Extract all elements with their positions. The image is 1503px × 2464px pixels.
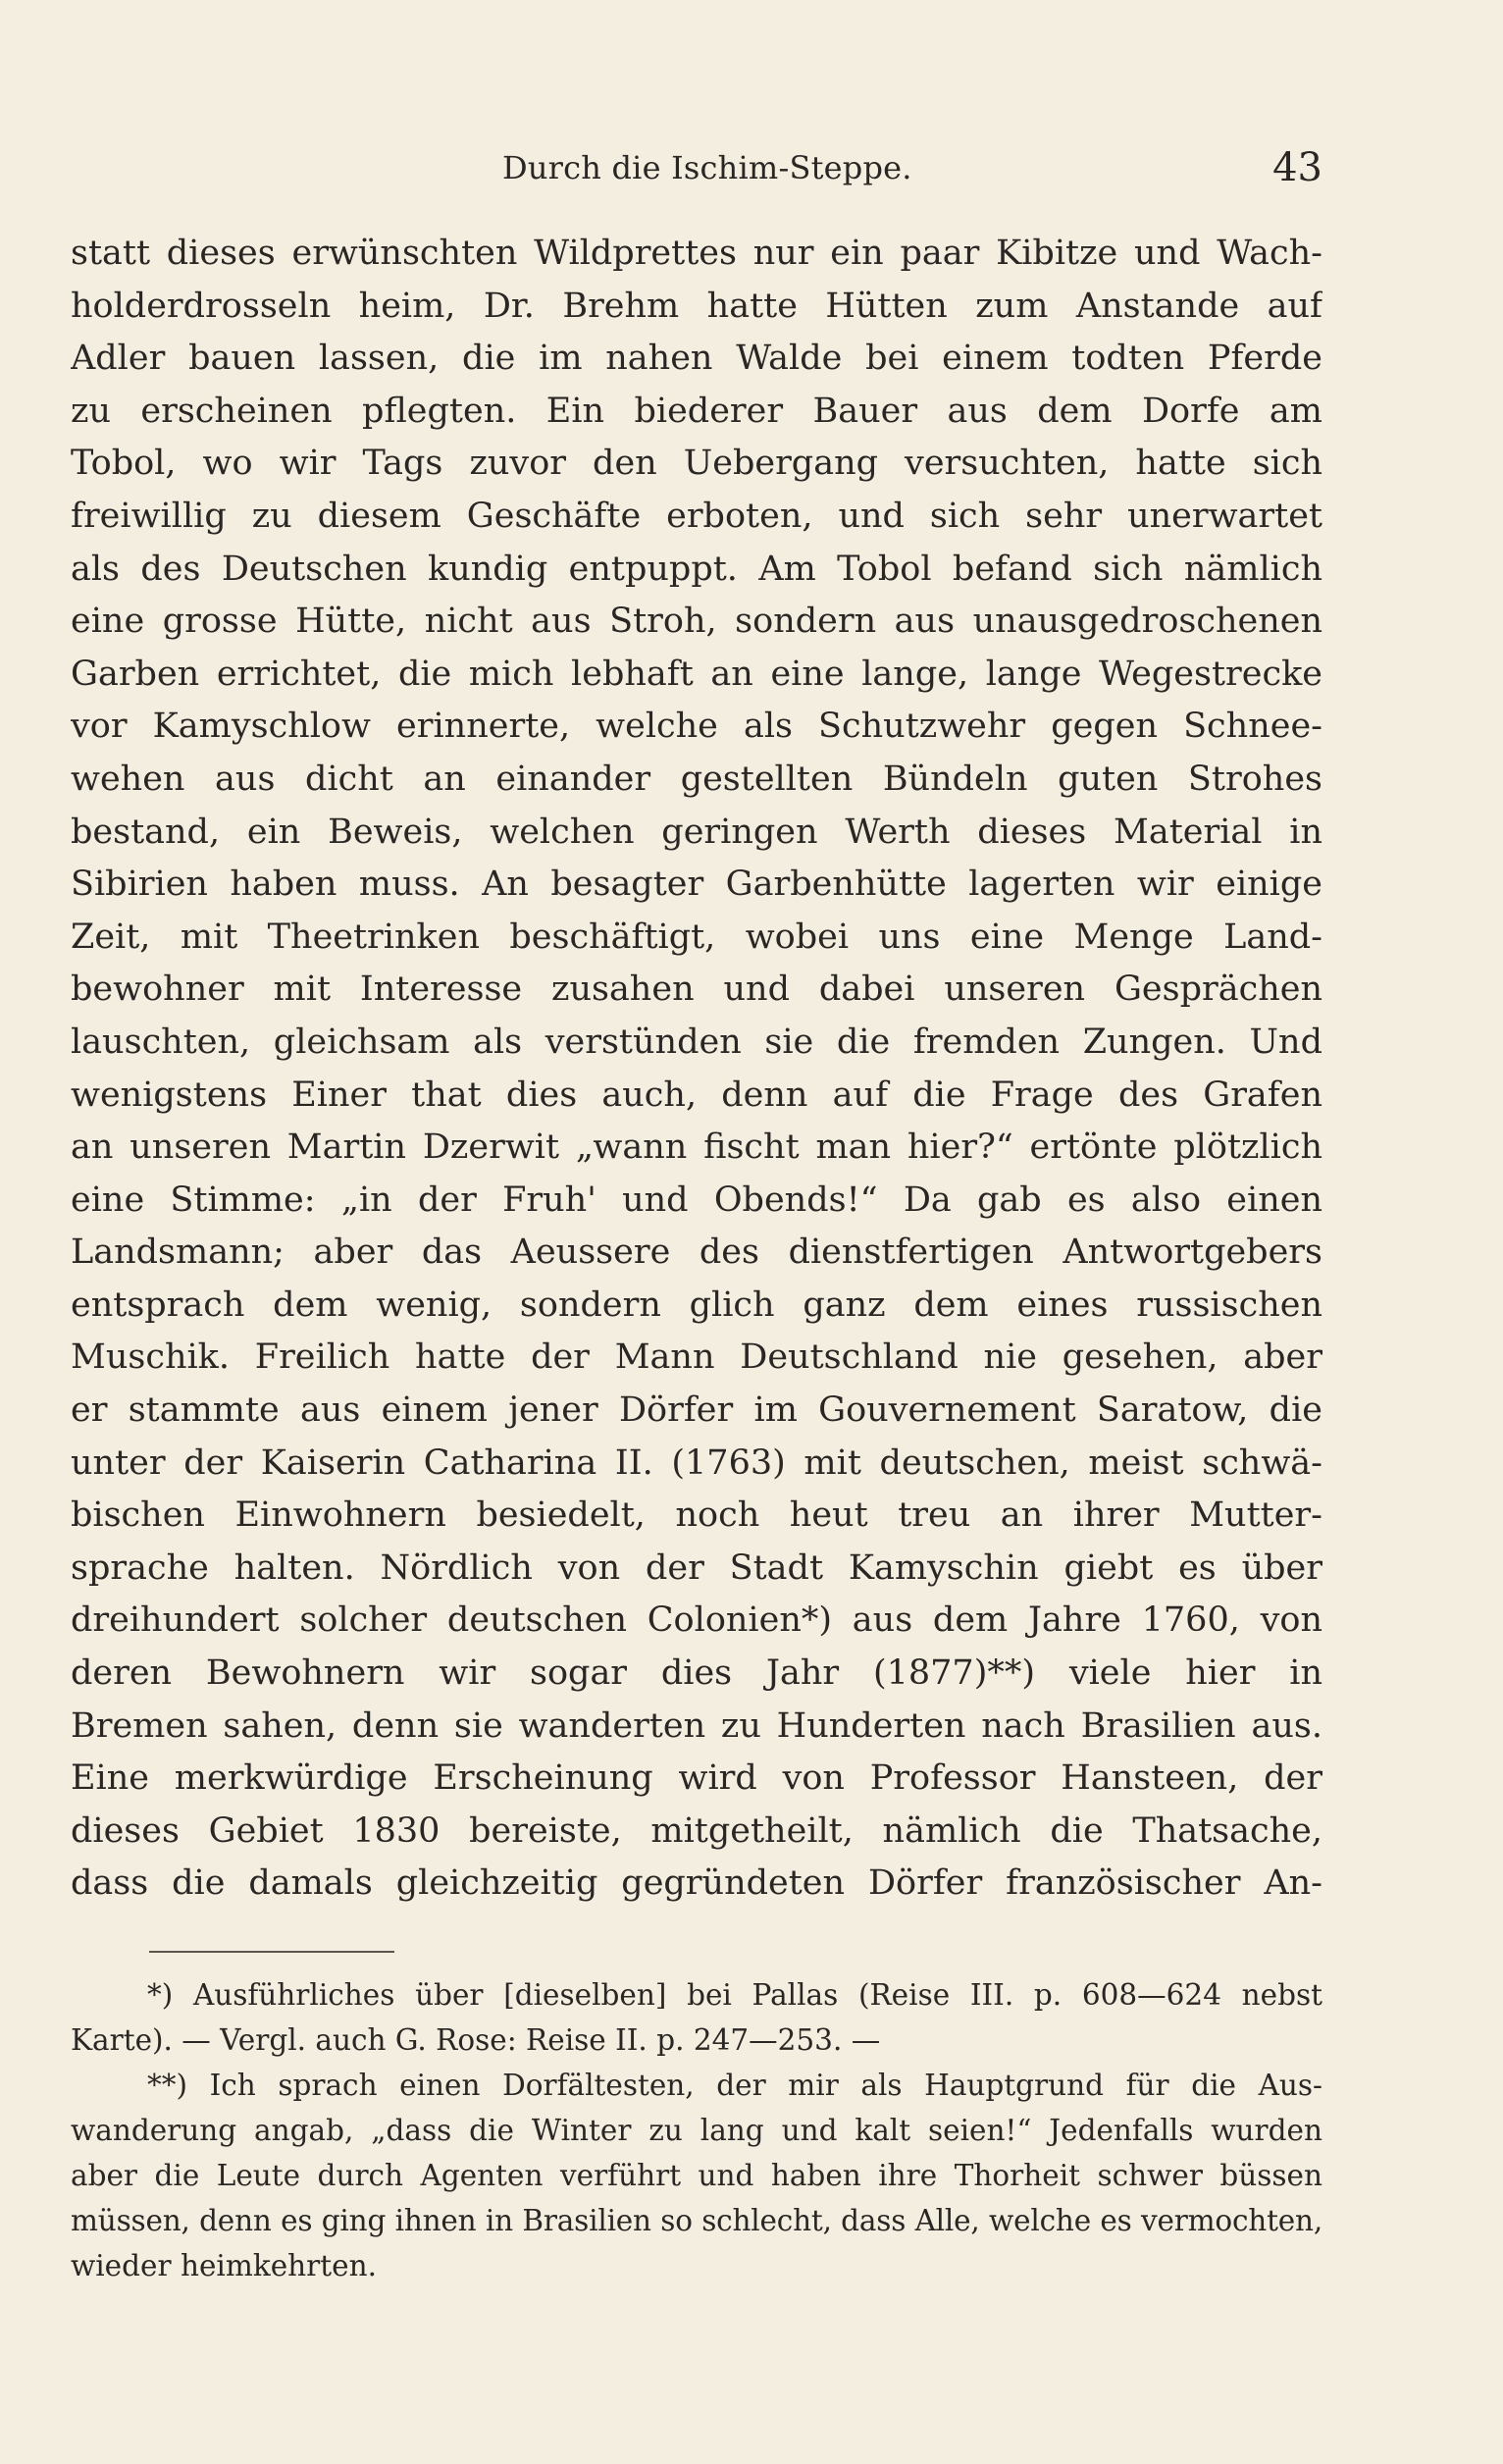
text-line: eine grosse Hütte, nicht aus Stroh, sondern aus unausgedroschenen — [71, 602, 1322, 642]
text-line: Eine merkwürdige Erscheinung wird von Professor Hansteen, der — [71, 1758, 1322, 1799]
text-line: an unseren Martin Dzerwit „wann fischt man hier?“ ertönte plötzlich — [71, 1127, 1322, 1168]
page-number: 43 — [1272, 145, 1322, 190]
text-line: bischen Einwohnern besiedelt, noch heut treu an ihrer Mutter- — [71, 1495, 1322, 1536]
text-line: Sibirien haben muss. An besagter Garbenhütte lagerten wir einige — [71, 865, 1322, 905]
footnote-divider — [149, 1951, 394, 1953]
body-text — [71, 228, 1322, 1911]
text-line: entsprach dem wenig, sondern glich ganz dem eines russischen — [71, 1284, 1322, 1325]
text-line: eine Stimme: „in der Fruh' und Obends!“ Da gab es also einen — [71, 1180, 1322, 1220]
text-line: sprache halten. Nördlich von der Stadt Kamyschin giebt es über — [71, 1547, 1322, 1588]
text-line: unter der Kaiserin Catharina II. (1763) mit deutschen, meist schwä- — [71, 1442, 1322, 1483]
text-line: Tobol, wo wir Tags zuvor den Uebergang versuchten, hatte sich — [71, 444, 1322, 484]
footnote-line: **) Ich sprach einen Dorfältesten, der mir als Hauptgrund für die Aus- — [147, 2069, 1322, 2102]
running-header — [71, 145, 1322, 194]
footnote-line: aber die Leute durch Agenten verführt und haben ihre Thorheit schwer büssen — [71, 2159, 1322, 2192]
text-line: zu erscheinen pflegten. Ein biederer Bauer aus dem Dorfe am — [71, 391, 1322, 431]
footnote-line: *) Ausführliches über [dieselben] bei Pallas (Reise III. p. 608—624 nebst — [147, 1978, 1322, 2012]
text-line: wehen aus dicht an einander gestellten Bündeln guten Strohes — [71, 759, 1322, 799]
text-line: dreihundert solcher deutschen Colonien*) aus dem Jahre 1760, von — [71, 1600, 1322, 1641]
text-line: holderdrosseln heim, Dr. Brehm hatte Hütten zum Anstande auf — [71, 286, 1322, 326]
text-line: bestand, ein Beweis, welchen geringen Werth dieses Material in — [71, 812, 1322, 852]
text-line: statt dieses erwünschten Wildprettes nur ein paar Kibitze und Wach- — [71, 234, 1322, 273]
text-line: Zeit, mit Theetrinken beschäftigt, wobei uns eine Menge Land- — [71, 917, 1322, 957]
text-line: wenigstens Einer that dies auch, denn auf die Frage des Grafen — [71, 1075, 1322, 1115]
text-line: Muschik. Freilich hatte der Mann Deutschland nie gesehen, aber — [71, 1337, 1322, 1378]
text-line: lauschten, gleichsam als verstünden sie die fremden Zungen. Und — [71, 1022, 1322, 1062]
text-line: Garben errichtet, die mich lebhaft an eine lange, lange Wegestrecke — [71, 654, 1322, 694]
text-line: dieses Gebiet 1830 bereiste, mitgetheilt, nämlich die Thatsache, — [71, 1810, 1322, 1851]
text-line: Landsmann; aber das Aeussere des dienstfertigen Antwortgebers — [71, 1232, 1322, 1273]
text-line: deren Bewohnern wir sogar dies Jahr (1877)**) viele hier in — [71, 1653, 1322, 1694]
footnotes — [71, 1972, 1322, 2288]
text-line: Bremen sahen, denn sie wanderten zu Hunderten nach Brasilien aus. — [71, 1705, 1322, 1746]
text-line: Adler bauen lassen, die im nahen Walde bei einem todten Pferde — [71, 339, 1322, 379]
footnote-line: wieder heimkehrten. — [71, 2249, 377, 2282]
text-line: bewohner mit Interesse zusahen und dabei unseren Gesprächen — [71, 970, 1322, 1010]
text-line: freiwillig zu diesem Geschäfte erboten, und sich sehr unerwartet — [71, 496, 1322, 536]
text-line: vor Kamyschlow erinnerte, welche als Schutzwehr gegen Schnee- — [71, 707, 1322, 747]
text-line: er stammte aus einem jener Dörfer im Gouvernement Saratow, die — [71, 1390, 1322, 1431]
running-title: Durch die Ischim-Steppe. — [502, 149, 912, 186]
footnote-line: wanderung angab, „dass die Winter zu lang und kalt seien!“ Jedenfalls wurden — [71, 2114, 1322, 2147]
text-line: als des Deutschen kundig entpuppt. Am Tobol befand sich nämlich — [71, 549, 1322, 589]
text-line: dass die damals gleichzeitig gegründeten Dörfer französischer An- — [71, 1863, 1322, 1904]
footnote-line: Karte). — Vergl. auch G. Rose: Reise II. p. 247—253. — — [71, 2023, 881, 2057]
footnote-line: müssen, denn es ging ihnen in Brasilien so schlecht, dass Alle, welche es vermochten, — [71, 2204, 1322, 2237]
